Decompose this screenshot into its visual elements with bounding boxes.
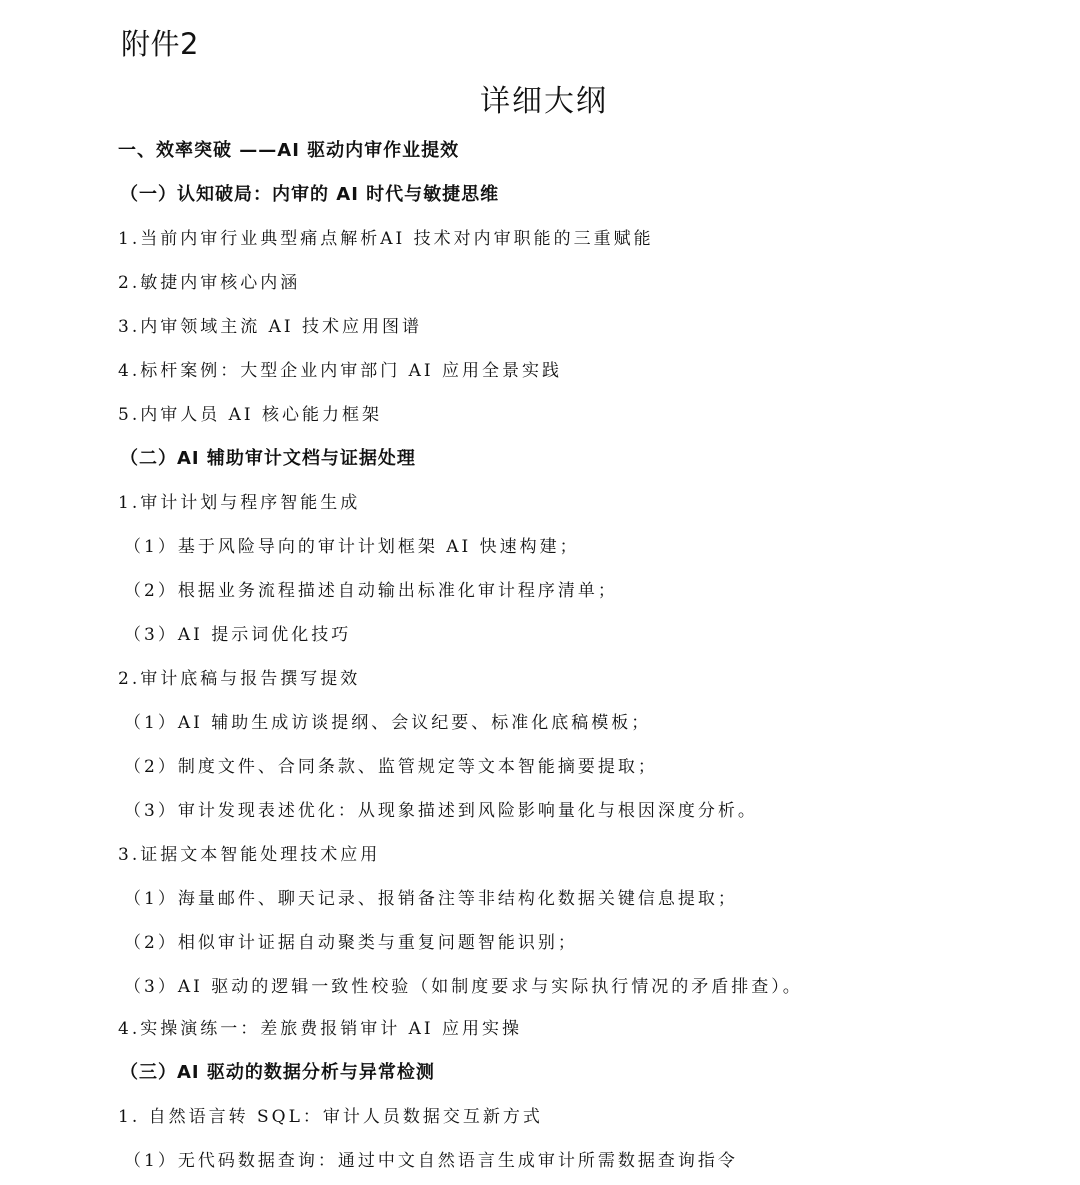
outline-item: 1.审计计划与程序智能生成 [118, 493, 361, 513]
document-title: 详细大纲 [480, 84, 608, 119]
outline-item: 3.证据文本智能处理技术应用 [118, 845, 381, 865]
outline-subitem: （3）审计发现表述优化：从现象描述到风险影响量化与根因深度分析。 [124, 801, 758, 821]
outline-subitem: （3）AI 提示词优化技巧 [124, 625, 352, 645]
subsection-heading: （二）AI 辅助审计文档与证据处理 [120, 448, 416, 469]
attachment-label: 附件2 [121, 27, 199, 61]
outline-item: 3.内审领域主流 AI 技术应用图谱 [118, 317, 423, 337]
outline-subitem: （1）海量邮件、聊天记录、报销备注等非结构化数据关键信息提取； [124, 889, 738, 909]
subsection-heading: （一）认知破局：内审的 AI 时代与敏捷思维 [120, 184, 500, 205]
section-heading: 一、效率突破 ——AI 驱动内审作业提效 [118, 140, 460, 161]
outline-item: 1.当前内审行业典型痛点解析AI 技术对内审职能的三重赋能 [118, 229, 654, 249]
outline-item: 2.审计底稿与报告撰写提效 [118, 669, 361, 689]
outline-subitem: （2）根据业务流程描述自动输出标准化审计程序清单； [124, 581, 618, 601]
outline-subitem: （1）AI 辅助生成访谈提纲、会议纪要、标准化底稿模板； [124, 713, 652, 733]
outline-item: 2.敏捷内审核心内涵 [118, 273, 301, 293]
outline-subitem: （1）基于风险导向的审计计划框架 AI 快速构建； [124, 537, 580, 557]
outline-subitem: （3）AI 驱动的逻辑一致性校验（如制度要求与实际执行情况的矛盾排查）。 [124, 977, 803, 997]
outline-subitem: （2）制度文件、合同条款、监管规定等文本智能摘要提取； [124, 757, 658, 777]
subsection-heading: （三）AI 驱动的数据分析与异常检测 [120, 1062, 435, 1083]
outline-item: 4.标杆案例：大型企业内审部门 AI 应用全景实践 [118, 361, 563, 381]
outline-item: 1. 自然语言转 SQL：审计人员数据交互新方式 [118, 1107, 543, 1127]
outline-subitem: （2）相似审计证据自动聚类与重复问题智能识别； [124, 933, 578, 953]
outline-item: 4.实操演练一：差旅费报销审计 AI 应用实操 [118, 1019, 523, 1039]
outline-subitem: （1）无代码数据查询：通过中文自然语言生成审计所需数据查询指令 [124, 1151, 738, 1171]
outline-item: 5.内审人员 AI 核心能力框架 [118, 405, 383, 425]
